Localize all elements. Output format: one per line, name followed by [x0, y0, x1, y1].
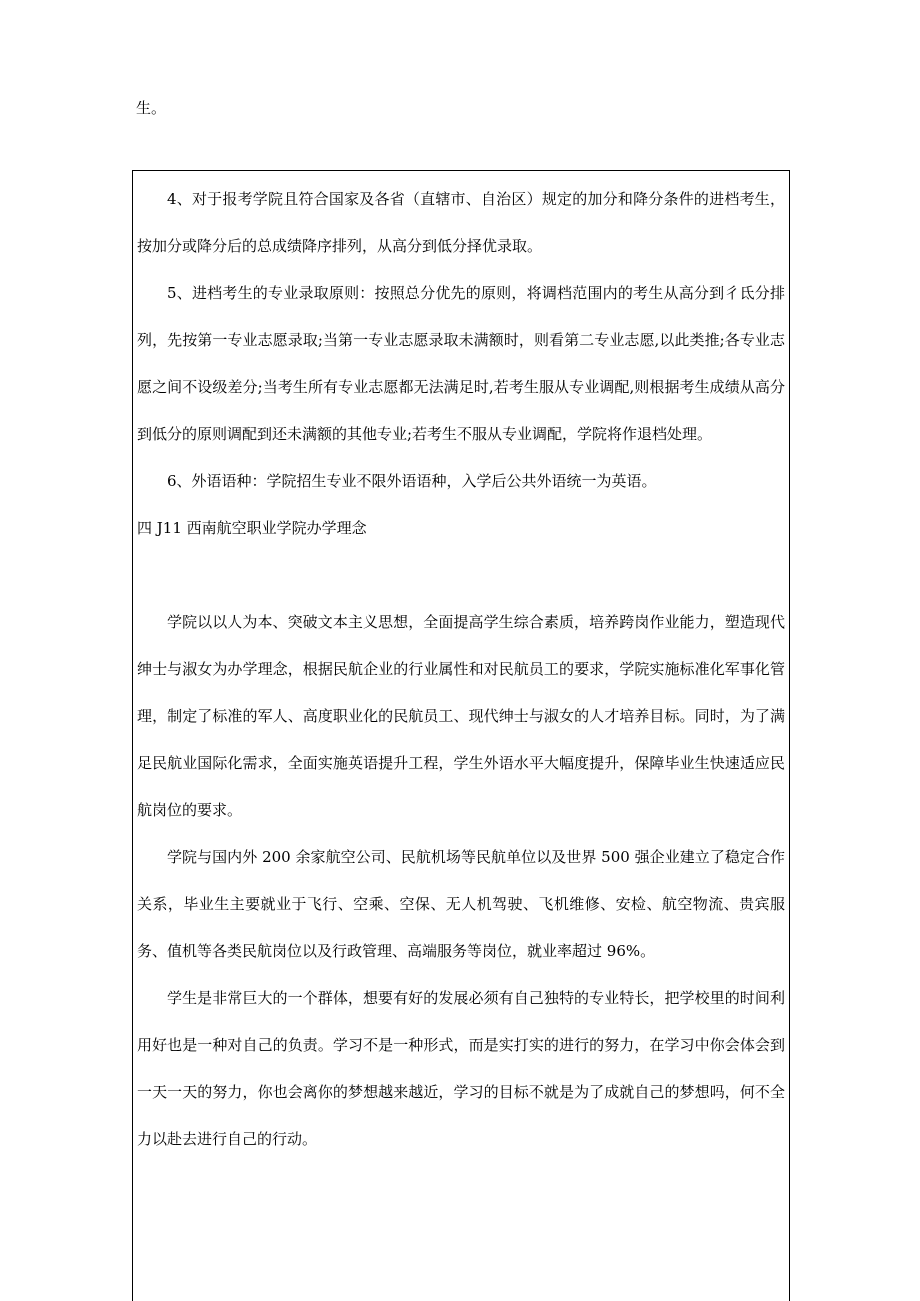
- content-border-box: [132, 170, 790, 1301]
- paragraph-concept: 学院以以人为本、突破文本主义思想，全面提高学生综合素质，培养跨岗作业能力，塑造现代绅士与淑女为办学理念，根据民航企业的行业属性和对民航员工的要求，学院实施标准化军事化管理，制定了标准的军人、高度职业化的民航员工、现代绅士与淑女的人才培养目标。同时，为了满足民航业国际化需求，全面实施英语提升工程，学生外语水平大幅度提升，保障毕业生快速适应民航岗位的要求。: [137, 613, 785, 819]
- section-heading: 四 J11 西南航空职业学院办学理念: [137, 519, 367, 537]
- paragraph-rule-4: 4、对于报考学院且符合国家及各省（直辖市、自治区）规定的加分和降分条件的进档考生，按加分或降分后的总成绩降序排列，从高分到低分择优录取。: [137, 190, 785, 255]
- paragraph-students: 学生是非常巨大的一个群体，想要有好的发展必须有自己独特的专业特长，把学校里的时间利用好也是一种对自己的负责。学习不是一种形式，而是实打实的进行的努力，在学习中你会体会到一天一天的努力，你也会离你的梦想越来越近，学习的目标不就是为了成就自己的梦想吗，何不全力以赴去进行自己的行动。: [137, 989, 785, 1148]
- paragraph-cooperation: 学院与国内外 200 余家航空公司、民航机场等民航单位以及世界 500 强企业建立了稳定合作关系，毕业生主要就业于飞行、空乘、空保、无人机驾驶、飞机维修、安检、航空物流、贵宾服务、值机等各类民航岗位以及行政管理、高端服务等岗位，就业率超过 96%。: [137, 848, 785, 960]
- paragraph-rule-6: 6、外语语种：学院招生专业不限外语语种，入学后公共外语统一为英语。: [167, 472, 657, 490]
- leading-text: 生。: [136, 99, 167, 117]
- paragraph-rule-5: 5、进档考生的专业录取原则：按照总分优先的原则，将调档范围内的考生从高分到彳氐分排列，先按第一专业志愿录取;当第一专业志愿录取未满额时，则看第二专业志愿,以此类推;各专业志愿之间不设级差分;当考生所有专业志愿都无法满足时,若考生服从专业调配,则根据考生成绩从高分到低分的原则调配到还未满额的其他专业;若考生不服从专业调配，学院将作退档处理。: [137, 284, 785, 443]
